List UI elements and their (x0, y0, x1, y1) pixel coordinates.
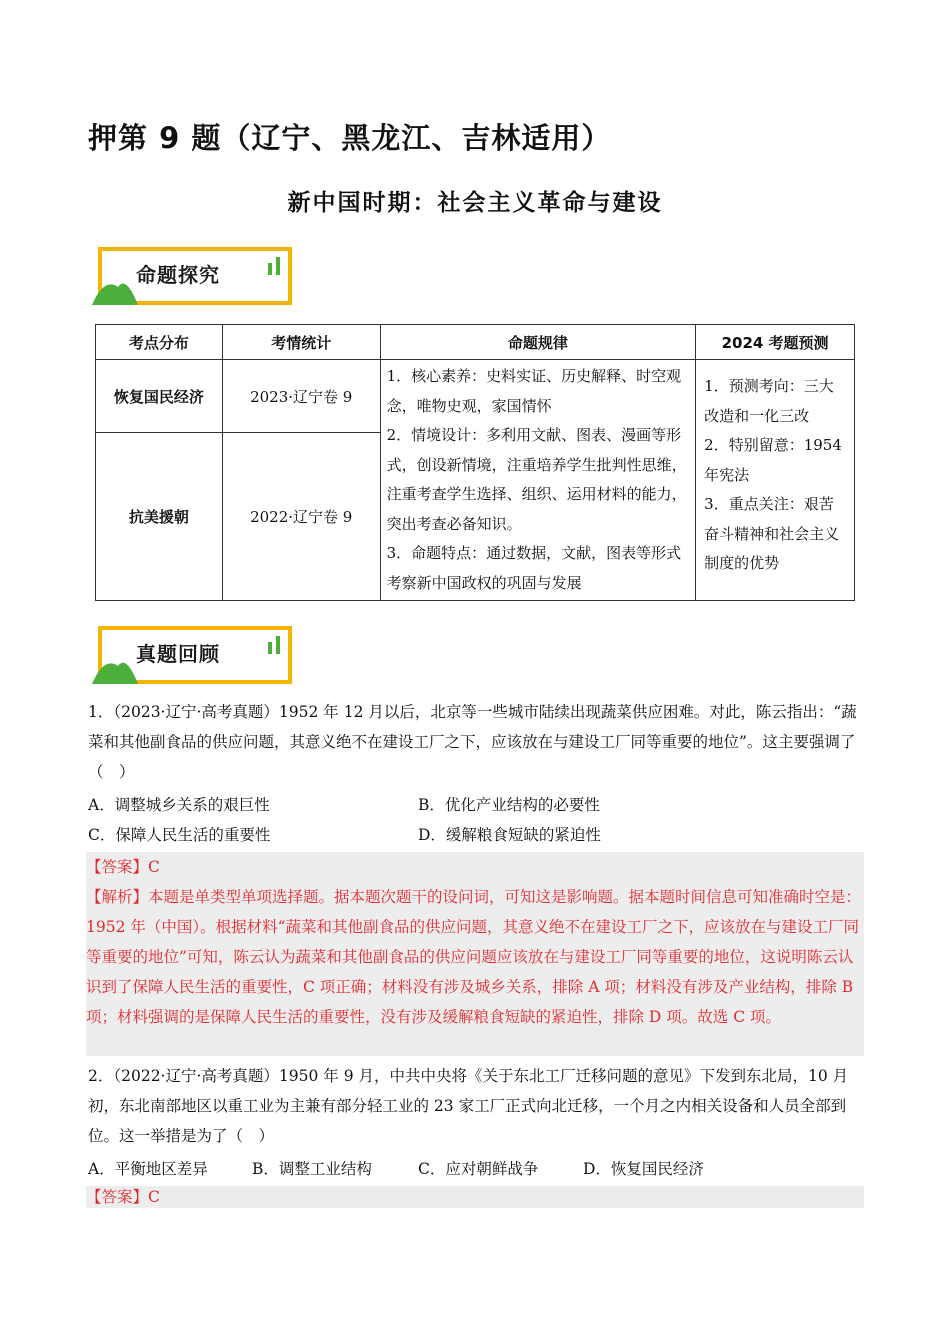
question-2-stem: 2．（2022·辽宁·高考真题）1950 年 9 月，中共中央将《关于东北工厂迁移问题的意见》下发到东北局，10 月初，东北南部地区以重工业为主兼有部分轻工业的 23 家工厂正式向北迁移，一个月之内相关设备和人员全部到位。这一举措是为了（ ） (88, 1067, 849, 1145)
q2-option-d: D．恢复国民经济 (583, 1160, 704, 1178)
section-label: 真题回顾 (136, 642, 220, 666)
rule-item: 3．命题特点：通过数据，文献，图表等形式考察新中国政权的巩固与发展 (386, 544, 682, 592)
prediction-item: 2．特别留意：1954 年宪法 (704, 436, 842, 484)
answer-value: C (148, 858, 160, 876)
q2-answer-box (86, 1186, 864, 1208)
q1-answer-box (86, 852, 864, 1056)
q1-option-a: A．调整城乡关系的艰巨性 (88, 796, 270, 814)
answer-value: C (148, 1188, 160, 1206)
page-subtitle: 新中国时期：社会主义革命与建设 (287, 190, 663, 216)
table-cell-topic: 恢复国民经济 (96, 360, 223, 433)
table-cell-stat: 2023·辽宁卷 9 (222, 360, 380, 433)
table-cell-stat: 2022·辽宁卷 9 (222, 433, 380, 601)
q1-option-c: C．保障人民生活的重要性 (88, 826, 271, 844)
exam-analysis-table (95, 324, 855, 601)
col-header: 命题规律 (380, 325, 696, 360)
q2-option-b: B．调整工业结构 (252, 1160, 372, 1178)
analysis-label: 【解析】 (86, 888, 149, 906)
question-1-stem: 1．（2023·辽宁·高考真题）1952 年 12 月以后，北京等一些城市陆续出现蔬菜供应困难。对此，陈云指出：“蔬菜和其他副食品的供应问题，其意义绝不在建设工厂之下，应该放在与建设工厂同等重要的地位”。这主要强调了（ ） (88, 703, 857, 781)
table-cell-rules (380, 360, 696, 601)
table-cell-topic: 抗美援朝 (96, 433, 223, 601)
analysis-text: 本题是单类型单项选择题。据本题次题干的设问词，可知这是影响题。据本题时间信息可知准确时空是：1952 年（中国）。根据材料“蔬菜和其他副食品的供应问题，其意义绝不在建设工厂之下，应该放在与建设工厂同等重要的地位”可知，陈云认为蔬菜和其他副食品的供应问题应该放在与建设工厂同等重要的地位，这说明陈云认识到了保障人民生活的重要性，C 项正确；材料没有涉及城乡关系，排除 A 项；材料没有涉及产业结构，排除 B 项；材料强调的是保障人民生活的重要性，没有涉及缓解粮食短缺的紧迫性，排除 D 项。故选 C 项。 (86, 888, 862, 1026)
col-header: 2024 考题预测 (696, 325, 855, 360)
col-header: 考情统计 (222, 325, 380, 360)
answer-label: 【答案】 (86, 1188, 149, 1206)
answer-label: 【答案】 (86, 858, 149, 876)
rule-item: 1．核心素养：史料实证、历史解释、时空观念，唯物史观，家国情怀 (386, 367, 682, 415)
prediction-item: 1．预测考向：三大改造和一化三改 (704, 377, 834, 425)
prediction-item: 3．重点关注：艰苦奋斗精神和社会主义制度的优势 (704, 495, 840, 572)
section-badge-explore (92, 247, 292, 305)
section-badge-review (92, 626, 292, 684)
q1-option-d: D．缓解粮食短缺的紧迫性 (418, 826, 601, 844)
q2-option-a: A．平衡地区差异 (88, 1160, 208, 1178)
rule-item: 2．情境设计：多利用文献、图表、漫画等形式，创设新情境，注重培养学生批判性思维，注重考查学生选择、组织、运用材料的能力，突出考查必备知识。 (386, 426, 687, 533)
q2-option-c: C．应对朝鲜战争 (418, 1160, 539, 1178)
page-title: 押第 9 题（辽宁、黑龙江、吉林适用） (88, 121, 612, 155)
q1-option-b: B．优化产业结构的必要性 (418, 796, 600, 814)
table-cell-predictions (696, 360, 855, 601)
section-label: 命题探究 (136, 263, 220, 287)
col-header: 考点分布 (96, 325, 223, 360)
